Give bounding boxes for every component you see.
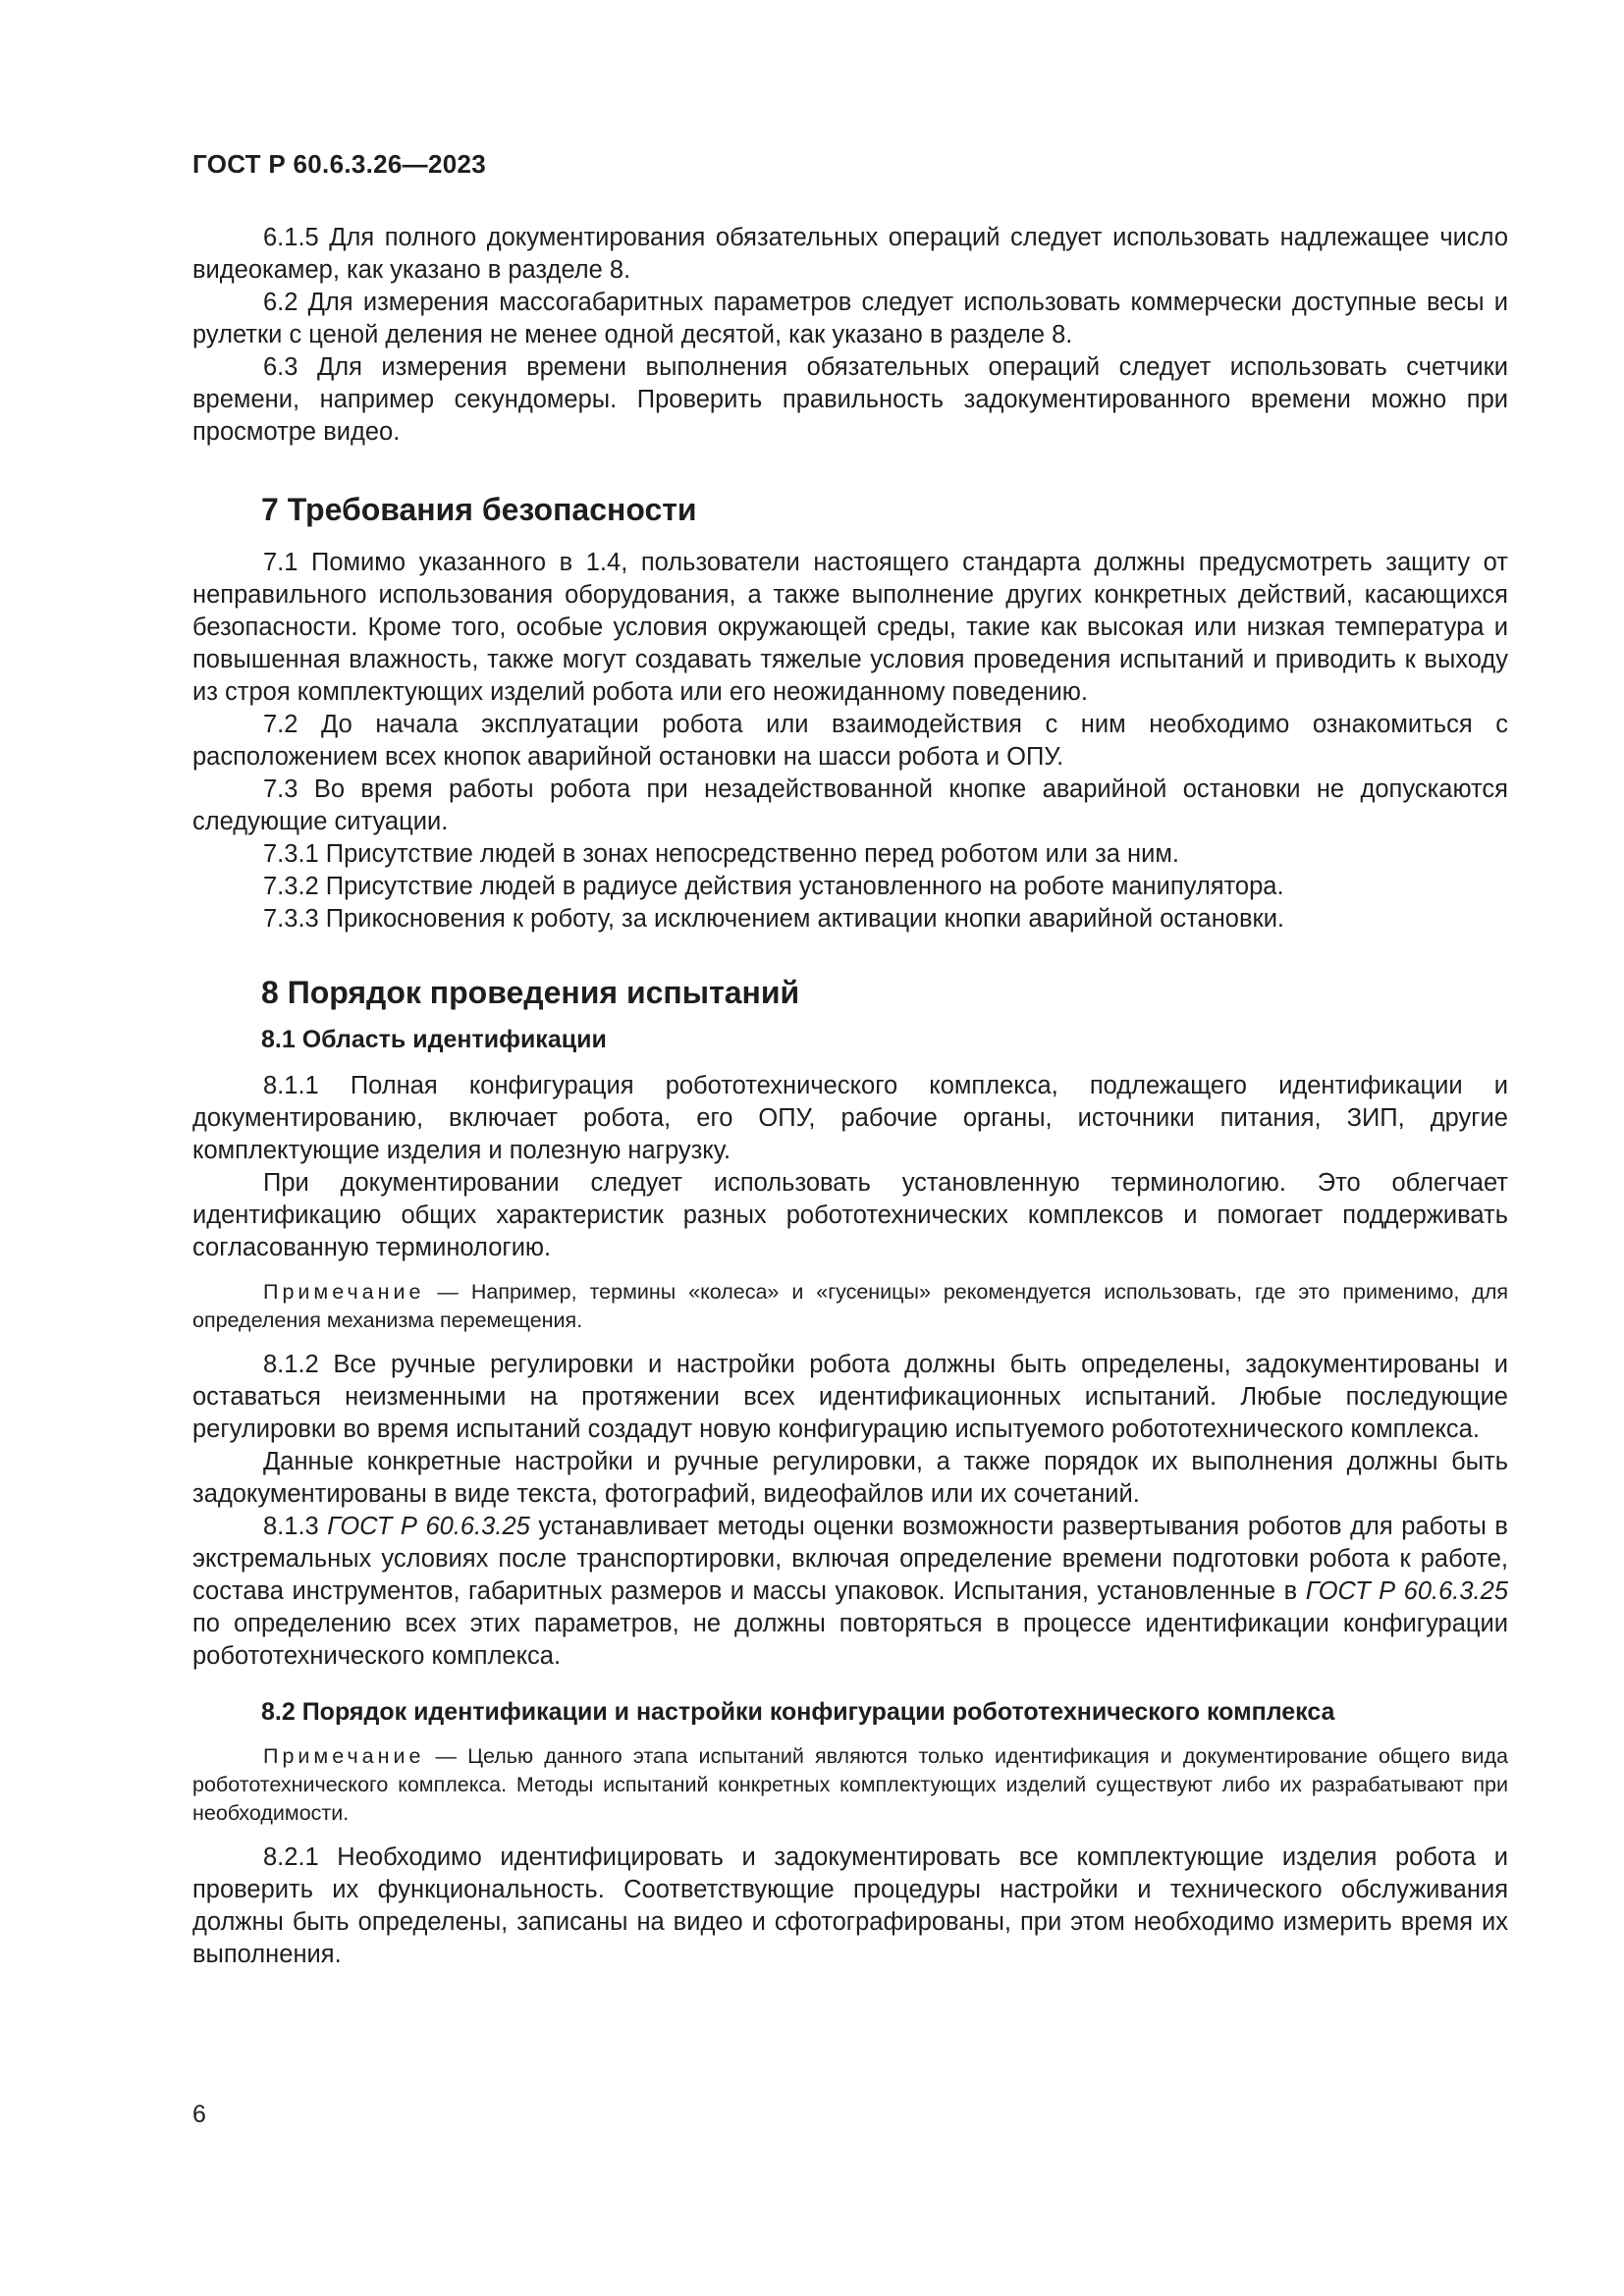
paragraph-7-2: 7.2 До начала эксплуатации робота или взаимодействия с ним необходимо ознакомиться с расположением всех кнопок аварийной остановки на шасси робота и ОПУ. [192, 711, 1508, 771]
section-heading-7: 7 Требования безопасности [261, 492, 697, 527]
page-number: 6 [192, 2101, 206, 2128]
paragraph-8-2-1: 8.2.1 Необходимо идентифицировать и задокументировать все комплектующие изделия робота и проверить их функциональность. Соответствующие процедуры настройки и технического обслуживания должны быть определены, записаны на видео и сфотографированы, при этом необходимо измерить время их выполнения. [192, 1843, 1508, 1968]
paragraph-6-3: 6.3 Для измерения времени выполнения обязательных операций следует использовать счетчики времени, например секундомеры. Проверить правильность задокументированного времени можно при просмотре видео. [192, 353, 1508, 446]
note-label: Примечание [263, 1280, 425, 1304]
paragraph-6-2: 6.2 Для измерения массогабаритных параметров следует использовать коммерчески доступные весы и рулетки с ценой деления не менее одной десятой, как указано в разделе 8. [192, 289, 1508, 348]
note-text: — Например, термины «колеса» и «гусеницы» рекомендуется использовать, где это применимо, для определения механизма перемещения. [192, 1280, 1508, 1332]
paragraph-7-3-3: 7.3.3 Прикосновения к роботу, за исключением активации кнопки аварийной остановки. [263, 905, 1285, 933]
note-text: — Целью данного этапа испытаний являются только идентификация и документирование общего вида робототехнического комплекса. Методы испытаний конкретных комплектующих изделий существуют либо их разрабатывают при необходимости. [192, 1744, 1508, 1825]
note-1 [192, 1278, 1508, 1335]
paragraph-7-3: 7.3 Во время работы робота при незадействованной кнопке аварийной остановки не допускаются следующие ситуации. [192, 775, 1508, 835]
subsection-heading-8-2: 8.2 Порядок идентификации и настройки конфигурации робототехнического комплекса [261, 1698, 1335, 1726]
standard-reference: ГОСТ Р 60.6.3.25 [1305, 1577, 1508, 1605]
paragraph-7-3-1: 7.3.1 Присутствие людей в зонах непосредственно перед роботом или за ним. [263, 840, 1179, 868]
paragraph-8-1-2: 8.1.2 Все ручные регулировки и настройки робота должны быть определены, задокументированы и оставаться неизменными на протяжении всех идентификационных испытаний. Любые последующие регулировки во время испытаний создадут новую конфигурацию испытуемого робототехнического комплекса. [192, 1351, 1508, 1443]
paragraph-7-1: 7.1 Помимо указанного в 1.4, пользователи настоящего стандарта должны предусмотреть защиту от неправильного использования оборудования, а также выполнение других конкретных действий, касающихся безопасности. Кроме того, особые условия окружающей среды, такие как высокая или низкая температура и повышенная влажность, также могут создавать тяжелые условия проведения испытаний и приводить к выходу из строя комплектующих изделий робота или его неожиданному поведению. [192, 549, 1508, 706]
subsection-heading-8-1: 8.1 Область идентификации [261, 1026, 607, 1053]
document-body [192, 222, 1508, 1971]
document-code-header: ГОСТ Р 60.6.3.26—2023 [192, 149, 486, 179]
note-2 [192, 1742, 1508, 1828]
paragraph-8-1-1-terminology: При документировании следует использовать установленную терминологию. Это облегчает идентификацию общих характеристик разных робототехнических комплексов и помогает поддерживать согласованную терминологию. [192, 1169, 1508, 1261]
paragraph-8-1-2-documentation: Данные конкретные настройки и ручные регулировки, а также порядок их выполнения должны быть задокументированы в виде текста, фотографий, видеофайлов или их сочетаний. [192, 1448, 1508, 1508]
paragraph-7-3-2: 7.3.2 Присутствие людей в радиусе действия установленного на роботе манипулятора. [263, 873, 1284, 900]
paragraph-8-1-3: 8.1.3 ГОСТ Р 60.6.3.25 устанавливает методы оценки возможности развертывания роботов для работы в экстремальных условиях после транспортировки, включая определение времени подготовки робота к работе, состава инструментов, габаритных размеров и массы упаковок. Испытания, установленные в ГОСТ Р 60.6.3.25 по определению всех этих параметров, не должны повторяться в процессе идентификации конфигурации робототехнического комплекса. [192, 1513, 1508, 1670]
standard-reference: ГОСТ Р 60.6.3.25 [327, 1513, 530, 1540]
note-label: Примечание [263, 1744, 425, 1768]
paragraph-6-1-5: 6.1.5 Для полного документирования обязательных операций следует использовать надлежащее число видеокамер, как указано в разделе 8. [192, 224, 1508, 284]
section-heading-8: 8 Порядок проведения испытаний [261, 975, 800, 1010]
paragraph-8-1-1: 8.1.1 Полная конфигурация робототехнического комплекса, подлежащего идентификации и документированию, включает робота, его ОПУ, рабочие органы, источники питания, ЗИП, другие комплектующие изделия и полезную нагрузку. [192, 1072, 1508, 1164]
